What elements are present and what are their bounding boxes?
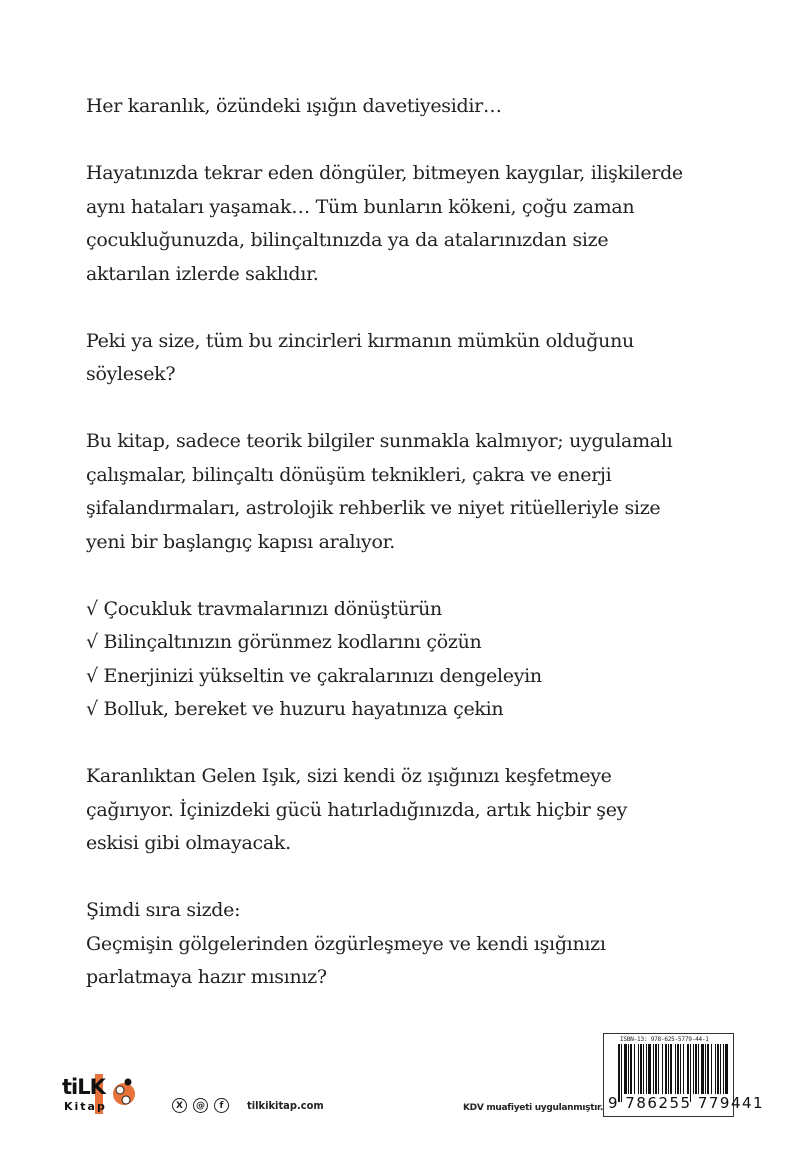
barcode-bar xyxy=(695,1044,697,1094)
text-line: Peki ya size, tüm bu zincirleri kırmanın mümkün olduğunu xyxy=(86,329,634,352)
website-link[interactable]: tilkikitap.com xyxy=(247,1099,324,1112)
text-line: Hayatınızda tekrar eden döngüler, bitmeyen kaygılar, ilişkilerde xyxy=(86,162,683,184)
svg-text:tiLK: tiLK xyxy=(62,1075,105,1099)
facebook-icon[interactable]: f xyxy=(214,1098,229,1113)
back-cover-text xyxy=(86,90,746,995)
svg-text:Kitap: Kitap xyxy=(64,1100,107,1113)
barcode-bar xyxy=(707,1044,709,1094)
barcode-bar xyxy=(723,1044,724,1094)
barcode-bar xyxy=(720,1044,721,1094)
barcode-bar xyxy=(658,1044,659,1094)
text-line: yeni bir başlangıç kapısı aralıyor. xyxy=(86,530,396,553)
text-line: şifalandırmaları, astrolojik rehberlik ve niyet ritüelleriyle size xyxy=(86,497,661,519)
text-line: Bu kitap, sadece teorik bilgiler sunmakla kalmıyor; uygulamalı xyxy=(86,430,673,452)
barcode-bar xyxy=(624,1044,627,1094)
barcode-bar xyxy=(628,1044,629,1094)
publisher-logo xyxy=(62,1072,138,1116)
isbn-label: ISBN-13: 978-625-5779-44-1 xyxy=(620,1036,709,1043)
benefits-checklist xyxy=(86,593,746,727)
text-line: Geçmişin gölgelerinden özgürleşmeye ve kendi ışığınızı xyxy=(86,932,606,955)
intro-line: Her karanlık, özündeki ışığın davetiyesidir… xyxy=(86,95,502,117)
x-twitter-icon[interactable]: X xyxy=(172,1098,187,1113)
barcode-bar xyxy=(668,1044,669,1094)
barcode-bar xyxy=(653,1044,654,1094)
barcode-bar xyxy=(677,1044,679,1094)
barcode-bar xyxy=(725,1044,728,1094)
text-line: aktarılan izlerde saklıdır. xyxy=(86,262,319,285)
instagram-icon[interactable]: @ xyxy=(193,1098,208,1113)
barcode-bar xyxy=(715,1044,716,1094)
paragraph-cycles xyxy=(86,157,746,291)
text-line: çağırıyor. İçinizdeki gücü hatırladığınızda, artık hiçbir şey xyxy=(86,798,628,821)
social-links xyxy=(172,1098,229,1113)
barcode-bar xyxy=(693,1044,694,1094)
text-line: çocukluğunuzda, bilinçaltınızda ya da atalarınızdan size xyxy=(86,229,609,251)
barcode-bar xyxy=(646,1044,647,1094)
barcode-bar xyxy=(634,1044,635,1094)
barcode-bar xyxy=(675,1044,676,1094)
barcode-bar xyxy=(701,1044,704,1094)
tilki-kitap-logo-icon xyxy=(62,1072,138,1116)
barcode-number: 9 786255 779441 xyxy=(608,1094,765,1112)
tax-note: KDV muafiyeti uygulanmıştır. xyxy=(463,1103,603,1113)
text-line: parlatmaya hazır mısınız? xyxy=(86,966,327,988)
barcode-bar xyxy=(662,1044,663,1094)
barcode-bar xyxy=(640,1044,642,1094)
checklist-item: √ Bolluk, bereket ve huzuru hayatınıza çekin xyxy=(86,698,504,720)
barcode-bar xyxy=(655,1044,657,1094)
barcode-bar xyxy=(698,1044,699,1094)
barcode-bar xyxy=(638,1044,639,1094)
text-line: Karanlıktan Gelen Işık, sizi kendi öz ışığınızı keşfetmeye xyxy=(86,765,612,787)
paragraph-book-description xyxy=(86,425,746,559)
barcode-bar xyxy=(670,1044,672,1094)
barcode-bar xyxy=(630,1044,632,1094)
checklist-item: √ Enerjinizi yükseltin ve çakralarınızı dengeleyin xyxy=(86,664,542,687)
text-line: söylesek? xyxy=(86,363,176,385)
paragraph-question xyxy=(86,325,746,392)
barcode-bar xyxy=(711,1044,712,1094)
text-line: eskisi gibi olmayacak. xyxy=(86,832,291,854)
text-line: Şimdi sıra sizde: xyxy=(86,899,241,921)
barcode-bar xyxy=(680,1044,681,1094)
text-line: aynı hataları yaşamak… Tüm bunların kökeni, çoğu zaman xyxy=(86,195,635,218)
text-line: çalışmalar, bilinçaltı dönüşüm teknikleri, çakra ve enerji xyxy=(86,463,612,486)
barcode-bar xyxy=(665,1044,667,1094)
barcode-bar xyxy=(648,1044,651,1094)
barcode-bar xyxy=(687,1044,689,1094)
barcode-bar xyxy=(683,1044,684,1094)
paragraph-closing xyxy=(86,894,746,995)
isbn-barcode xyxy=(603,1033,765,1117)
checklist-item: √ Çocukluk travmalarınızı dönüştürün xyxy=(86,597,442,620)
barcode-bar xyxy=(717,1044,719,1094)
checklist-item: √ Bilinçaltınızın görünmez kodlarını çözün xyxy=(86,631,482,653)
paragraph-invitation xyxy=(86,760,746,861)
barcode-bar xyxy=(643,1044,644,1094)
barcode-bar xyxy=(705,1044,706,1094)
